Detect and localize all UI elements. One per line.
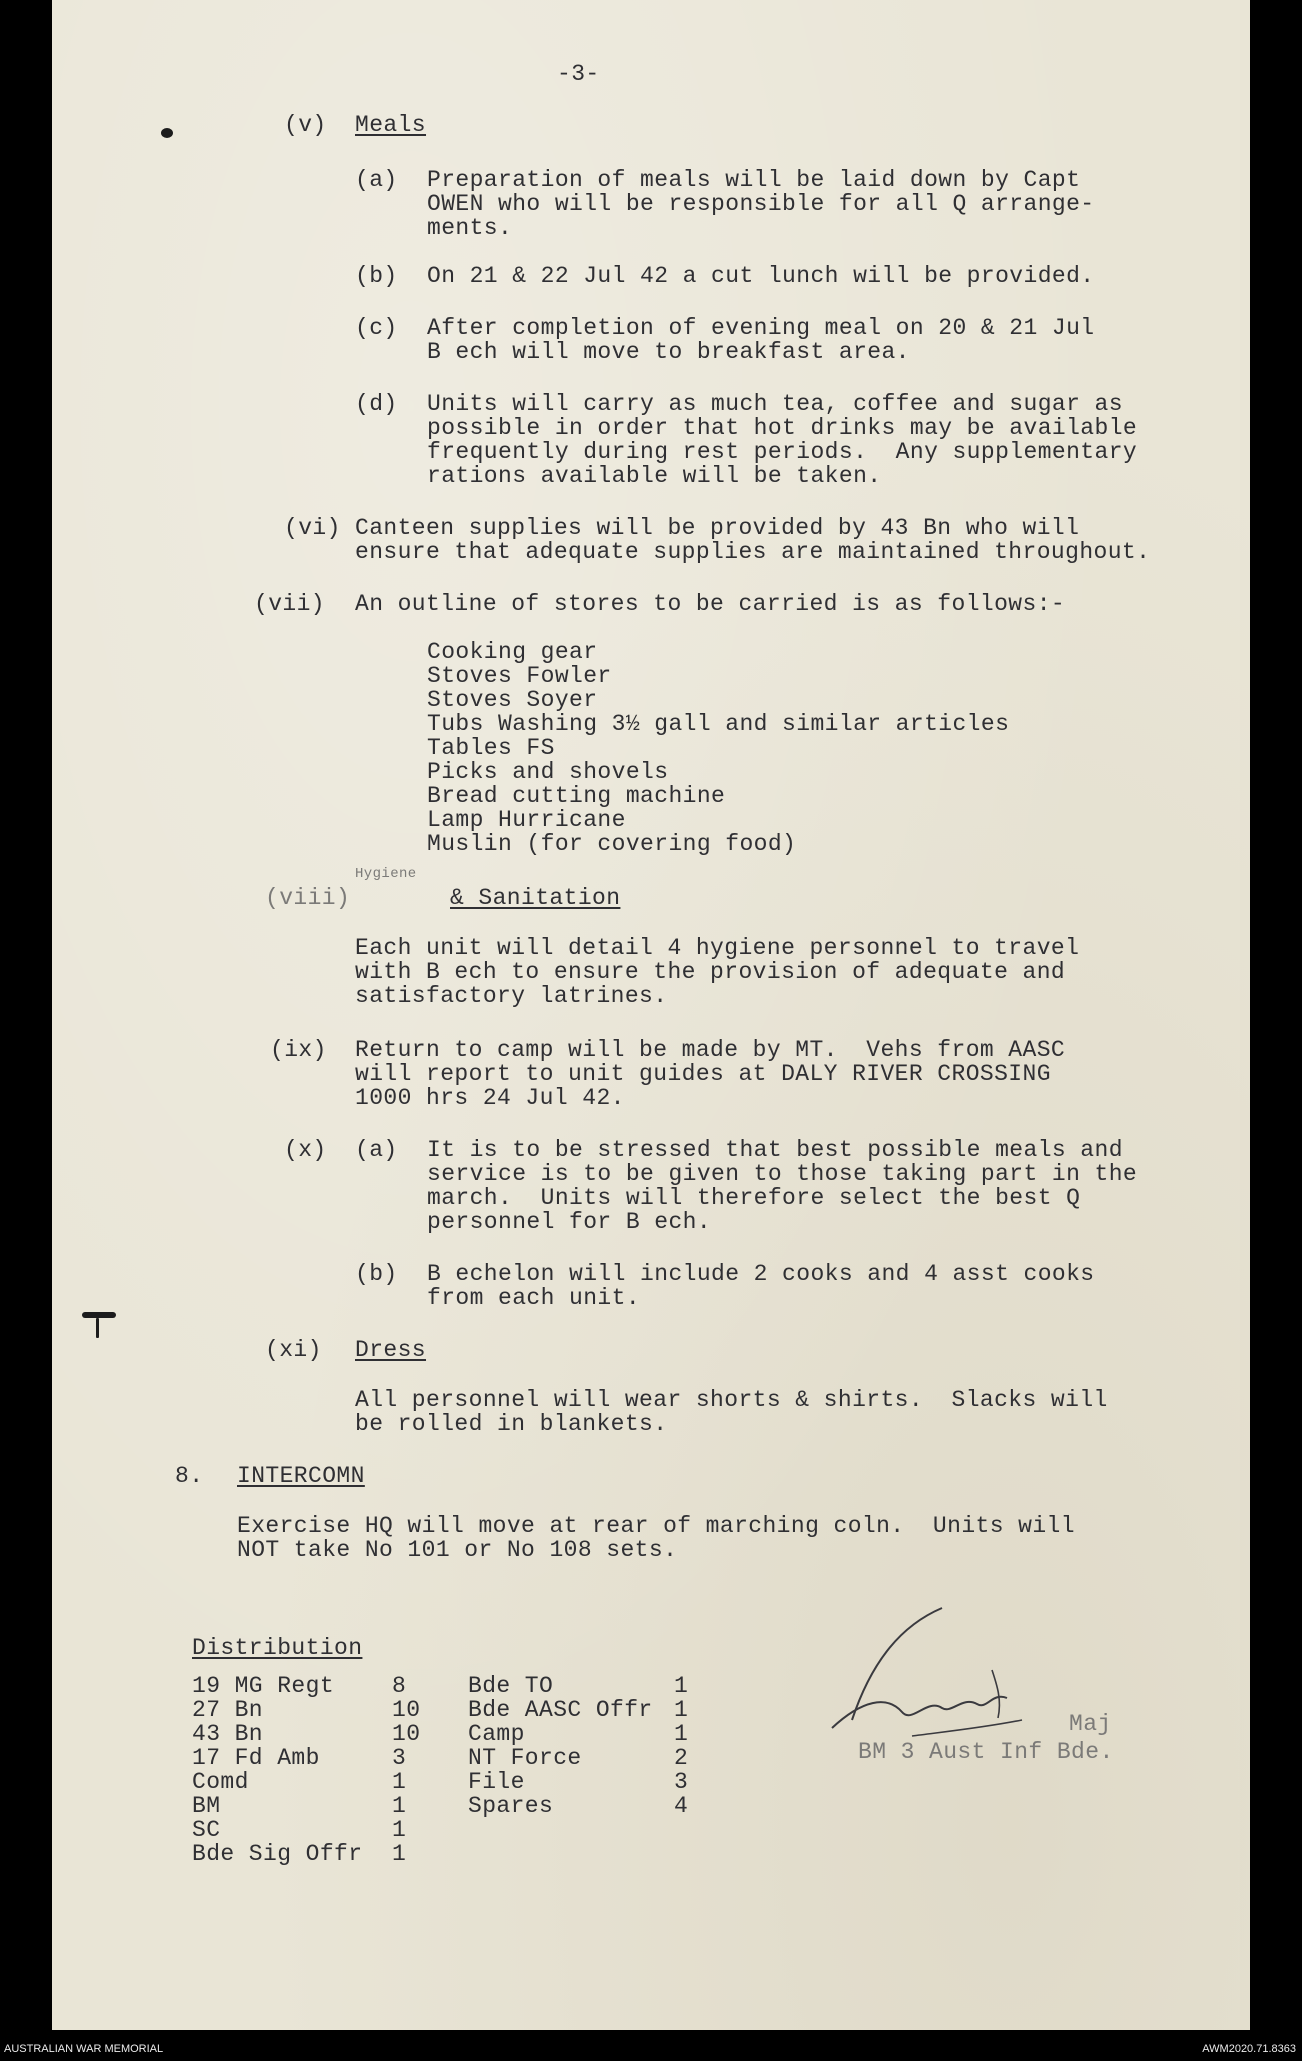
- item-x-a-line-2: service is to be given to those taking part in the: [427, 1161, 1138, 1187]
- section-v-heading: Meals: [355, 112, 427, 138]
- item-c-line-2: B ech will move to breakfast area.: [427, 339, 910, 365]
- dist-right-qty: 4: [674, 1793, 689, 1819]
- section-vi-number: (vi): [284, 515, 341, 541]
- section-xi-line-1: All personnel will wear shorts & shirts. Slacks will: [355, 1387, 1108, 1413]
- section-ix-line-3: 1000 hrs 24 Jul 42.: [355, 1085, 625, 1111]
- section-viii-line-3: satisfactory latrines.: [355, 983, 668, 1009]
- para-8-line-2: NOT take No 101 or No 108 sets.: [237, 1537, 678, 1563]
- dist-right-unit: Bde TO: [468, 1673, 554, 1699]
- signature-appointment: BM 3 Aust Inf Bde.: [858, 1739, 1114, 1765]
- section-viii-number: (viii): [265, 885, 351, 911]
- dist-left-unit: 19 MG Regt: [192, 1673, 335, 1699]
- dist-right-unit: NT Force: [468, 1745, 582, 1771]
- dist-left-unit: 27 Bn: [192, 1697, 264, 1723]
- signature-rank: Maj: [1069, 1711, 1112, 1737]
- section-vi-line-1: Canteen supplies will be provided by 43 Bn who will: [355, 515, 1080, 541]
- dist-left-unit: Bde Sig Offr: [192, 1841, 363, 1867]
- dist-left-qty: 10: [392, 1697, 421, 1723]
- dist-right-unit: File: [468, 1769, 525, 1795]
- section-xi-line-2: be rolled in blankets.: [355, 1411, 668, 1437]
- ink-blot: [96, 1318, 99, 1338]
- store-item: Bread cutting machine: [427, 783, 726, 809]
- item-d-line-3: frequently during rest periods. Any supplementary: [427, 439, 1138, 465]
- item-d-label: (d): [355, 391, 398, 417]
- item-x-a-line-1: It is to be stressed that best possible meals and: [427, 1137, 1123, 1163]
- section-ix-number: (ix): [270, 1037, 327, 1063]
- dist-left-unit: BM: [192, 1793, 221, 1819]
- section-vii-intro: An outline of stores to be carried is as follows:-: [355, 591, 1066, 617]
- dist-left-unit: SC: [192, 1817, 221, 1843]
- section-ix-line-1: Return to camp will be made by MT. Vehs from AASC: [355, 1037, 1066, 1063]
- ink-blot: [161, 128, 173, 138]
- store-item: Stoves Fowler: [427, 663, 612, 689]
- para-8-line-1: Exercise HQ will move at rear of marching coln. Units will: [237, 1513, 1075, 1539]
- dist-right-qty: 1: [674, 1673, 689, 1699]
- section-vii-number: (vii): [254, 591, 326, 617]
- item-d-line-1: Units will carry as much tea, coffee and sugar as: [427, 391, 1123, 417]
- section-viii-heading-faint: Hygiene: [355, 866, 417, 882]
- section-v-number: (v): [284, 112, 327, 138]
- dist-right-unit: Bde AASC Offr: [468, 1697, 653, 1723]
- page-number: -3-: [557, 61, 600, 87]
- dist-left-qty: 1: [392, 1841, 407, 1867]
- dist-right-unit: Spares: [468, 1793, 554, 1819]
- section-viii-line-1: Each unit will detail 4 hygiene personnel to travel: [355, 935, 1080, 961]
- item-x-b-line-2: from each unit.: [427, 1285, 641, 1311]
- store-item: Picks and shovels: [427, 759, 669, 785]
- item-x-a-line-4: personnel for B ech.: [427, 1209, 712, 1235]
- store-item: Muslin (for covering food): [427, 831, 797, 857]
- section-x-number: (x): [284, 1137, 327, 1163]
- item-b-label: (b): [355, 263, 398, 289]
- dist-right-qty: 2: [674, 1745, 689, 1771]
- dist-left-qty: 8: [392, 1673, 407, 1699]
- section-viii-heading: & Sanitation: [450, 885, 621, 911]
- store-item: Tables FS: [427, 735, 555, 761]
- store-item: Tubs Washing 3½ gall and similar articles: [427, 711, 1010, 737]
- para-8-number: 8.: [175, 1463, 204, 1489]
- dist-right-qty: 1: [674, 1721, 689, 1747]
- section-vi-line-2: ensure that adequate supplies are maintained throughout.: [355, 539, 1151, 565]
- item-a-line-3: ments.: [427, 215, 513, 241]
- store-item: Lamp Hurricane: [427, 807, 626, 833]
- item-x-a-line-3: march. Units will therefore select the best Q: [427, 1185, 1081, 1211]
- item-d-line-4: rations available will be taken.: [427, 463, 882, 489]
- para-8-heading: INTERCOMN: [237, 1463, 365, 1489]
- item-x-a-label: (a): [355, 1137, 398, 1163]
- dist-left-unit: Comd: [192, 1769, 249, 1795]
- dist-left-qty: 1: [392, 1769, 407, 1795]
- item-x-b-label: (b): [355, 1261, 398, 1287]
- dist-right-qty: 1: [674, 1697, 689, 1723]
- item-b-line-1: On 21 & 22 Jul 42 a cut lunch will be provided.: [427, 263, 1095, 289]
- item-d-line-2: possible in order that hot drinks may be available: [427, 415, 1138, 441]
- footer-right: AWM2020.71.8363: [1202, 2043, 1296, 2055]
- section-viii-line-2: with B ech to ensure the provision of adequate and: [355, 959, 1066, 985]
- dist-left-unit: 43 Bn: [192, 1721, 264, 1747]
- handwritten-signature: [792, 1600, 1092, 1750]
- dist-right-unit: Camp: [468, 1721, 525, 1747]
- document-page: [52, 0, 1250, 2030]
- item-x-b-line-1: B echelon will include 2 cooks and 4 asst cooks: [427, 1261, 1095, 1287]
- item-a-label: (a): [355, 167, 398, 193]
- dist-right-qty: 3: [674, 1769, 689, 1795]
- distribution-heading: Distribution: [192, 1635, 363, 1661]
- section-xi-heading: Dress: [355, 1337, 427, 1363]
- item-c-line-1: After completion of evening meal on 20 & 21 Jul: [427, 315, 1095, 341]
- dist-left-qty: 1: [392, 1793, 407, 1819]
- item-a-line-2: OWEN who will be responsible for all Q arrange-: [427, 191, 1095, 217]
- store-item: Cooking gear: [427, 639, 598, 665]
- dist-left-qty: 10: [392, 1721, 421, 1747]
- section-xi-number: (xi): [265, 1337, 322, 1363]
- dist-left-unit: 17 Fd Amb: [192, 1745, 320, 1771]
- item-c-label: (c): [355, 315, 398, 341]
- ink-blot: [82, 1312, 116, 1318]
- footer-left: AUSTRALIAN WAR MEMORIAL: [4, 2043, 164, 2055]
- item-a-line-1: Preparation of meals will be laid down by Capt: [427, 167, 1081, 193]
- store-item: Stoves Soyer: [427, 687, 598, 713]
- section-ix-line-2: will report to unit guides at DALY RIVER CROSSING: [355, 1061, 1051, 1087]
- dist-left-qty: 3: [392, 1745, 407, 1771]
- dist-left-qty: 1: [392, 1817, 407, 1843]
